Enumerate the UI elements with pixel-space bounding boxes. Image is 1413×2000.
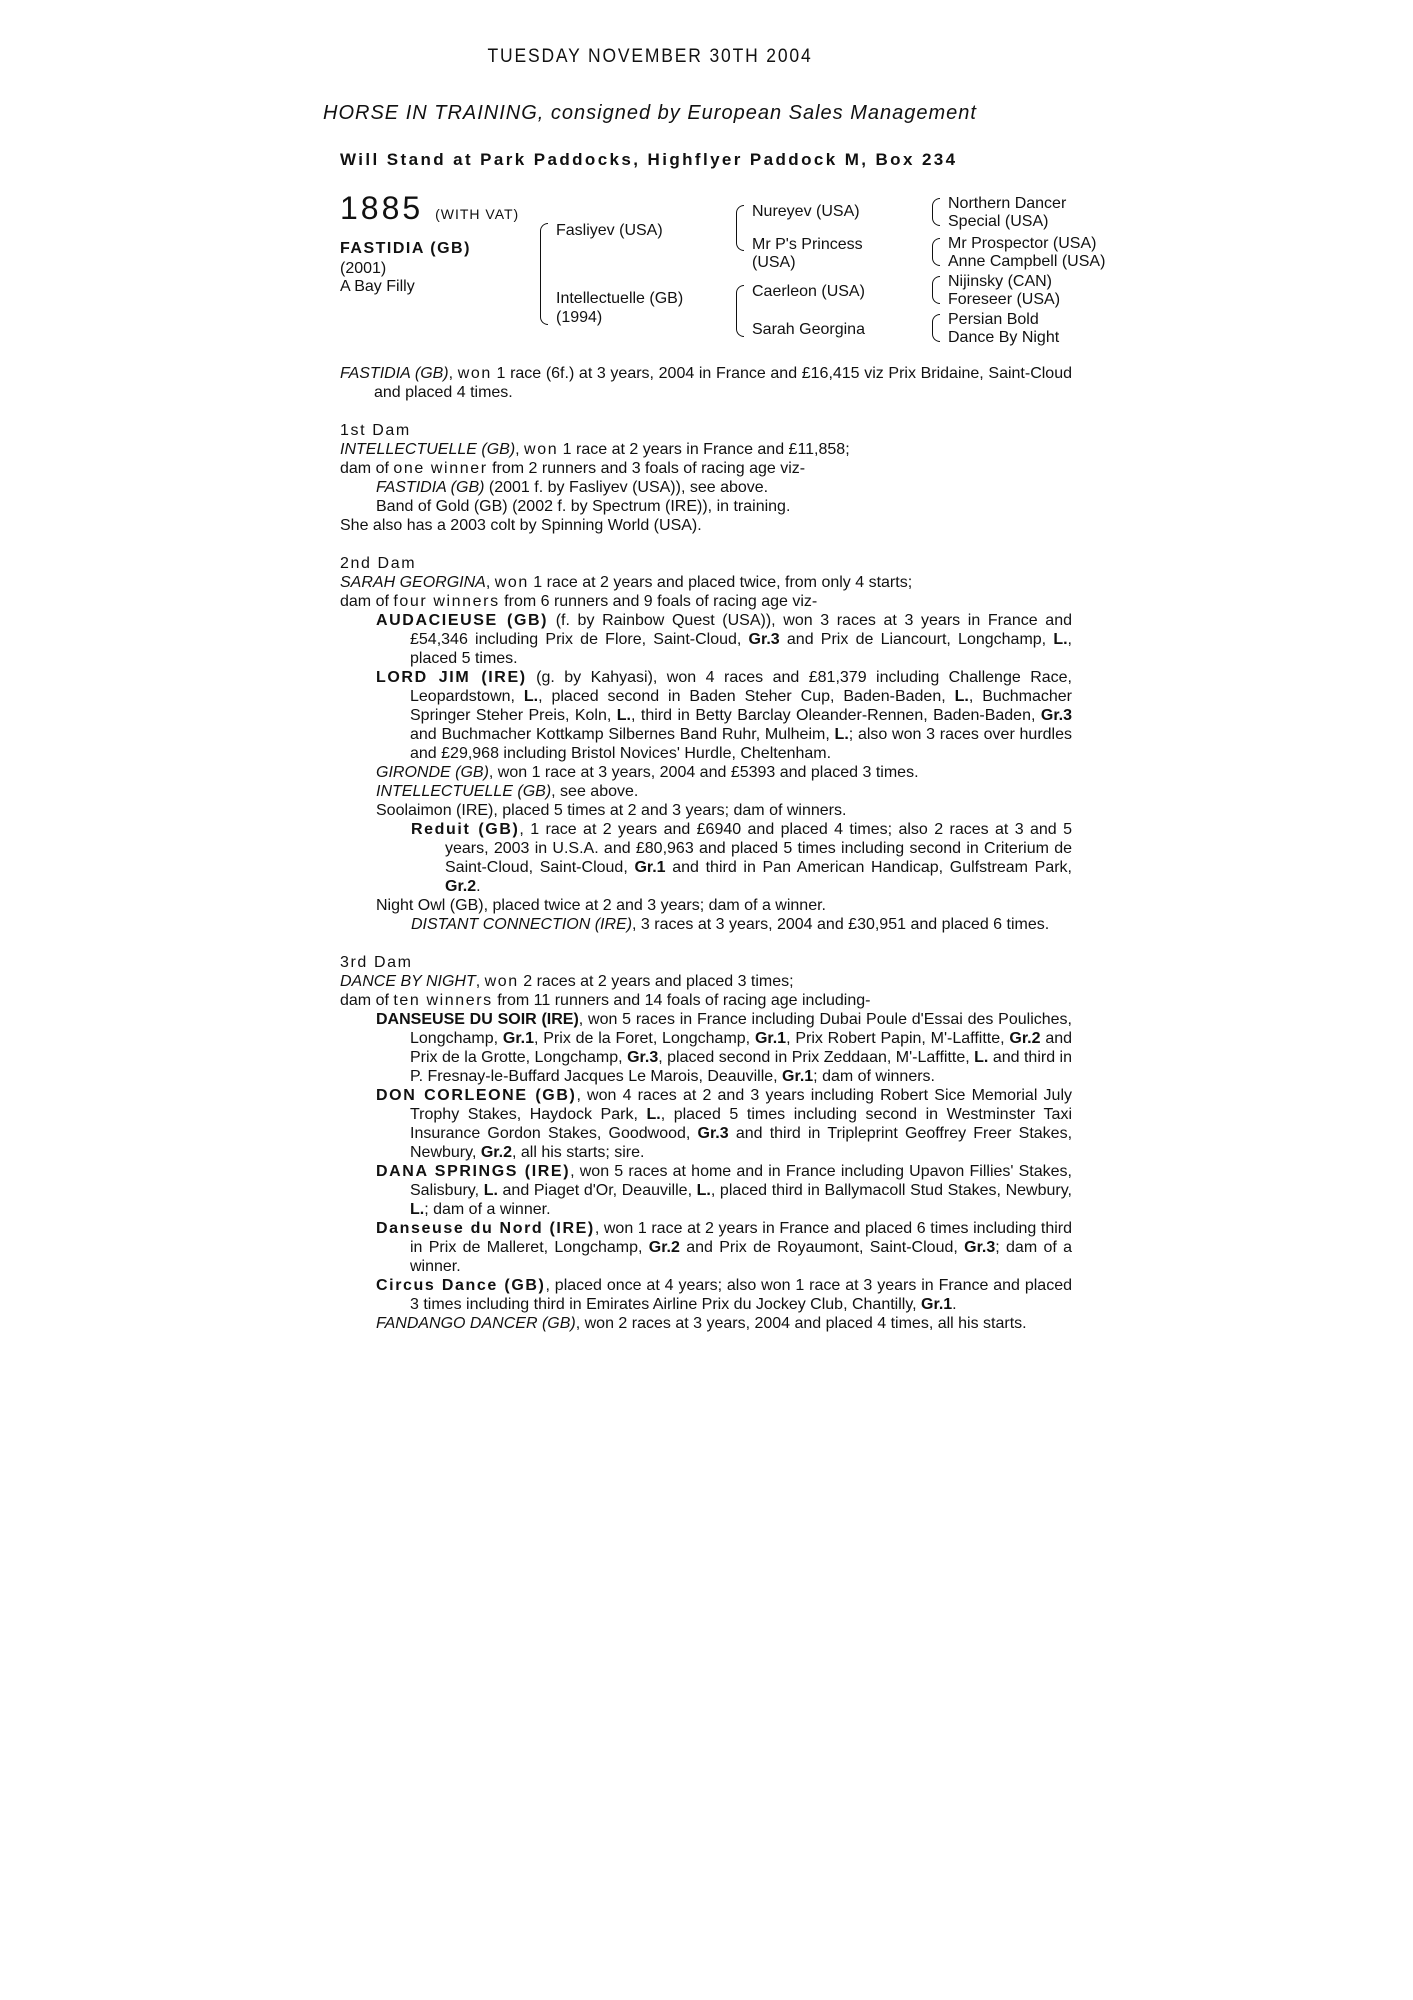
pedigree-brace xyxy=(736,205,744,251)
pedigree-g1: Northern Dancer xyxy=(948,195,1067,212)
list-item: Soolaimon (IRE), placed 5 times at 2 and 3 years; dam of winners. xyxy=(376,802,847,819)
first-dam-produce: dam of one winner from 2 runners and 3 foals of racing age viz- xyxy=(340,460,806,477)
third-dam-record: DANCE BY NIGHT, won 2 races at 2 years and placed 3 times; xyxy=(340,973,794,990)
horse-year: (2001) xyxy=(340,260,387,277)
list-item: Danseuse du Nord (IRE), won 1 race at 2 years in France and placed 6 times including third in Prix de Malleret, Longchamp, Gr.2 and Prix de Royaumont, Saint-Cloud, Gr.3; dam of a winner. xyxy=(376,1220,1073,1275)
pedigree-sire-sire: Nureyev (USA) xyxy=(752,203,860,220)
consignment-line: HORSE IN TRAINING, consigned by European Sales Management xyxy=(323,102,977,124)
third-dam-heading: 3rd Dam xyxy=(340,954,413,971)
pedigree-dam-year: (1994) xyxy=(556,309,603,326)
pedigree-dam-dam: Sarah Georgina xyxy=(752,321,865,338)
stand-location: Will Stand at Park Paddocks, Highflyer Paddock M, Box 234 xyxy=(340,150,958,169)
sale-date: TUESDAY NOVEMBER 30TH 2004 xyxy=(487,46,813,67)
pedigree-g8: Dance By Night xyxy=(948,329,1060,346)
list-item: LORD JIM (IRE) (g. by Kahyasi), won 4 races and £81,379 including Challenge Race, Leopardstown, L., placed second in Baden Steher Cup, Baden-Baden, L., Buchmacher Springer Steher Preis, Koln, L., third in Betty Barclay Oleander-Rennen, Baden-Baden, Gr.3 and Buchmacher Kottkamp Silbernes Band Ruhr, Mulheim, L.; also won 3 races over hurdles and £29,968 including Bristol Novices' Hurdle, Cheltenham. xyxy=(376,669,1073,762)
second-dam-heading: 2nd Dam xyxy=(340,555,417,572)
list-item: GIRONDE (GB), won 1 race at 3 years, 2004 and £5393 and placed 3 times. xyxy=(376,764,919,781)
pedigree-brace xyxy=(932,238,940,266)
first-dam-record: INTELLECTUELLE (GB), won 1 race at 2 years in France and £11,858; xyxy=(340,441,850,458)
pedigree-g5: Nijinsky (CAN) xyxy=(948,273,1052,290)
pedigree-g3: Mr Prospector (USA) xyxy=(948,235,1097,252)
list-item: Circus Dance (GB), placed once at 4 years; also won 1 race at 3 years in France and placed 3 times including third in Emirates Airline Prix du Jockey Club, Chantilly, Gr.1. xyxy=(376,1277,1072,1313)
pedigree-g7: Persian Bold xyxy=(948,311,1039,328)
pedigree-brace xyxy=(736,285,744,337)
pedigree-sire-dam-country: (USA) xyxy=(752,254,796,271)
pedigree-brace xyxy=(932,276,940,304)
third-dam-produce: dam of ten winners from 11 runners and 14 foals of racing age including- xyxy=(340,992,871,1009)
second-dam-produce: dam of four winners from 6 runners and 9 foals of racing age viz- xyxy=(340,593,818,610)
list-item: FASTIDIA (GB) (2001 f. by Fasliyev (USA)), see above. xyxy=(376,479,769,496)
pedigree-sire: Fasliyev (USA) xyxy=(556,222,663,239)
vat-note: (WITH VAT) xyxy=(435,206,520,222)
pedigree-g4: Anne Campbell (USA) xyxy=(948,253,1106,270)
list-item: DISTANT CONNECTION (IRE), 3 races at 3 years, 2004 and £30,951 and placed 6 times. xyxy=(411,916,1050,933)
second-dam-record: SARAH GEORGINA, won 1 race at 2 years and placed twice, from only 4 starts; xyxy=(340,574,913,591)
list-item: She also has a 2003 colt by Spinning World (USA). xyxy=(340,517,702,534)
lot-number xyxy=(340,190,519,227)
horse-name: FASTIDIA (GB) xyxy=(340,240,471,257)
pedigree-dam: Intellectuelle (GB) xyxy=(556,290,684,307)
lot-number-value: 1885 xyxy=(340,190,424,226)
list-item: DANSEUSE DU SOIR (IRE), won 5 races in France including Dubai Poule d'Essai des Pouliches, Longchamp, Gr.1, Prix de la Foret, Longchamp, Gr.1, Prix Robert Papin, M'-Laffitte, Gr.2 and Prix de la Grotte, Longchamp, Gr.3, placed second in Prix Zeddaan, M'-Laffitte, L. and third in P. Fresnay-le-Buffard Jacques Le Marois, Deauville, Gr.1; dam of winners. xyxy=(376,1011,1073,1085)
pedigree-sire-dam: Mr P's Princess xyxy=(752,236,863,253)
lot-race-record: FASTIDIA (GB), won 1 race (6f.) at 3 years, 2004 in France and £16,415 viz Prix Bridaine, Saint-Cloud and placed 4 times. xyxy=(340,365,1072,401)
pedigree-dam-sire: Caerleon (USA) xyxy=(752,283,865,300)
list-item: AUDACIEUSE (GB) (f. by Rainbow Quest (USA)), won 3 races at 3 years in France and £54,346 including Prix de Flore, Saint-Cloud, Gr.3 and Prix de Liancourt, Longchamp, L., placed 5 times. xyxy=(376,612,1073,667)
list-item: Band of Gold (GB) (2002 f. by Spectrum (IRE)), in training. xyxy=(376,498,791,515)
list-item: FANDANGO DANCER (GB), won 2 races at 3 years, 2004 and placed 4 times, all his starts. xyxy=(376,1315,1027,1332)
pedigree-brace xyxy=(932,314,940,342)
list-item: DON CORLEONE (GB), won 4 races at 2 and 3 years including Robert Sice Memorial July Trophy Stakes, Haydock Park, L., placed 5 times including second in Westminster Taxi Insurance Gordon Stakes, Goodwood, Gr.3 and third in Tripleprint Geoffrey Freer Stakes, Newbury, Gr.2, all his starts; sire. xyxy=(376,1087,1073,1161)
pedigree-brace xyxy=(932,198,940,226)
first-dam-heading: 1st Dam xyxy=(340,422,411,439)
horse-description: A Bay Filly xyxy=(340,278,415,295)
catalogue-body xyxy=(340,364,1072,1333)
list-item: INTELLECTUELLE (GB), see above. xyxy=(376,783,639,800)
pedigree-g6: Foreseer (USA) xyxy=(948,291,1061,308)
pedigree-brace xyxy=(540,223,548,325)
list-item: DANA SPRINGS (IRE), won 5 races at home and in France including Upavon Fillies' Stakes, Salisbury, L. and Piaget d'Or, Deauville, L., placed third in Ballymacoll Stud Stakes, Newbury, L.; dam of a winner. xyxy=(376,1163,1072,1218)
list-item: Reduit (GB), 1 race at 2 years and £6940 and placed 4 times; also 2 races at 3 and 5 years, 2003 in U.S.A. and £80,963 and placed 5 times including second in Criterium de Saint-Cloud, Saint-Cloud, Gr.1 and third in Pan American Handicap, Gulfstream Park, Gr.2. xyxy=(411,821,1072,895)
pedigree-g2: Special (USA) xyxy=(948,213,1049,230)
list-item: Night Owl (GB), placed twice at 2 and 3 years; dam of a winner. xyxy=(376,897,826,914)
